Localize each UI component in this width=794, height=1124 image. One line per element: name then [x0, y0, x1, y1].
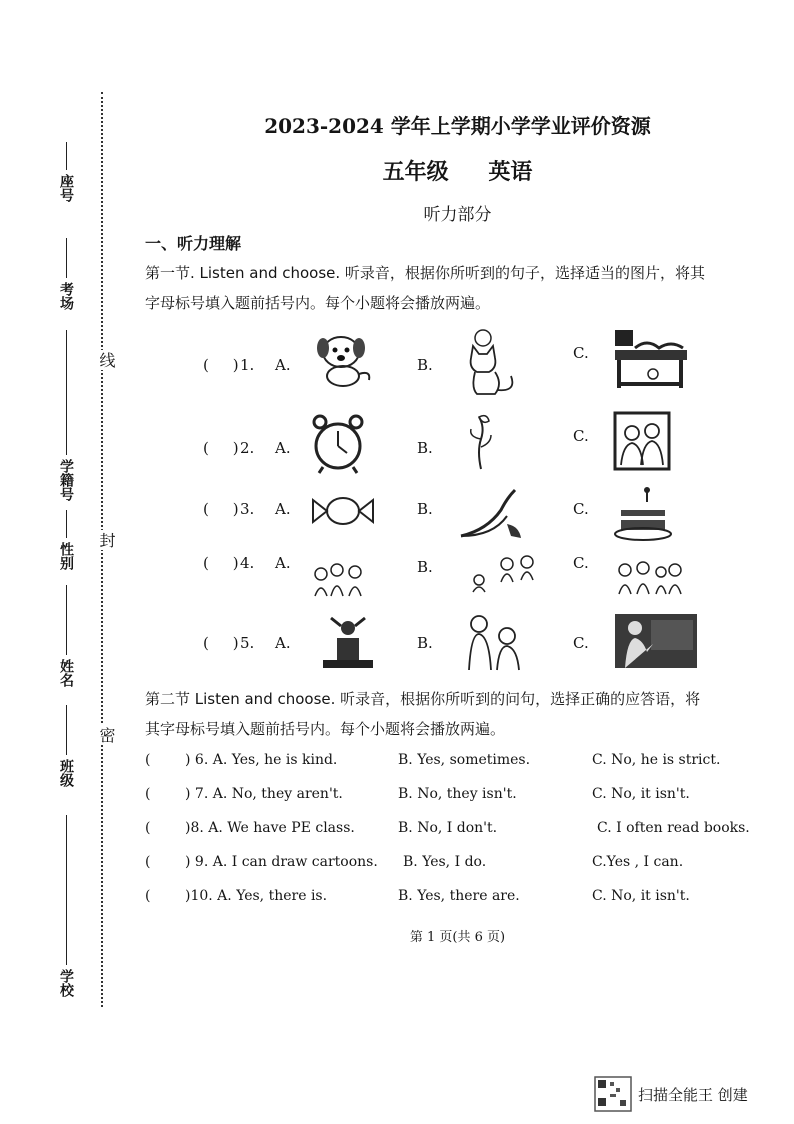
- family-group-picture: [613, 558, 685, 598]
- field-seat[interactable]: [46, 142, 86, 202]
- option-c: C. No, he is strict.: [592, 752, 721, 768]
- field-class-label: 班级: [58, 759, 74, 787]
- option-c: C. No, it isn't.: [592, 888, 690, 904]
- flower-picture: [461, 411, 501, 471]
- classroom-picture: [613, 328, 689, 390]
- page-title: 2023-2024 学年上学期小学学业评价资源: [264, 114, 651, 138]
- scanner-watermark: [594, 1076, 748, 1112]
- field-exam-room[interactable]: [46, 238, 86, 310]
- question-row: [145, 848, 770, 882]
- section2-instruction: 第二节 Listen and choose. 听录音，根据你所听到的问句，选择正确的应答语，将 其字母标号填入题前括号内。每个小题将会播放两遍。: [145, 690, 701, 738]
- field-school-label: 学校: [58, 969, 74, 997]
- cut-word-line: 线: [97, 352, 116, 368]
- cake-picture: [613, 486, 673, 542]
- cut-word-secret: 密: [97, 727, 116, 743]
- option-c: C. I often read books.: [597, 820, 750, 836]
- field-gender-label: 性别: [58, 542, 74, 570]
- section-heading: 一、听力理解: [145, 234, 242, 253]
- alarm-clock-picture: [311, 413, 365, 475]
- kids-playing-picture: [471, 554, 547, 594]
- option-a: )8. A. We have PE class.: [185, 820, 355, 836]
- option-a: ) 6. A. Yes, he is kind.: [185, 752, 338, 768]
- dog-picture: [311, 330, 377, 390]
- question-row: [145, 746, 770, 780]
- teacher-blackboard-picture: [613, 612, 699, 670]
- picture-question-3: ( ) 3. A. B. C.: [145, 486, 770, 548]
- cut-word-seal: 封: [97, 532, 116, 548]
- option-a: ) 9. A. I can draw cartoons.: [185, 854, 378, 870]
- page-subtitle: 五年级 英语: [382, 159, 533, 185]
- section1-instruction: 第一节. Listen and choose. 听录音，根据你所听到的句子，选择适当的图片，将其 字母标号填入题前括号内。每个小题将会播放两遍。: [145, 264, 705, 312]
- question-list: [145, 746, 770, 916]
- picture-question-1: ( ) 1. A. B. C.: [145, 328, 770, 403]
- option-c: C. No, it isn't.: [592, 786, 690, 802]
- watermark-text: 扫描全能王 创建: [638, 1085, 748, 1104]
- field-gender[interactable]: [46, 510, 86, 570]
- field-student-id[interactable]: [46, 330, 86, 501]
- picture-question-2: ( ) 2. A. B. C.: [145, 411, 770, 486]
- answer-bracket[interactable]: (: [145, 820, 151, 836]
- exam-page: [145, 110, 770, 945]
- binding-margin: [0, 0, 125, 1124]
- field-class[interactable]: [46, 705, 86, 787]
- field-school[interactable]: [46, 815, 86, 997]
- option-b: B. No, they isn't.: [398, 786, 517, 802]
- answer-bracket[interactable]: (: [145, 786, 151, 802]
- pepper-picture: [457, 486, 527, 542]
- part-title: 听力部分: [423, 205, 492, 225]
- option-b: B. Yes, sometimes.: [398, 752, 531, 768]
- answer-bracket[interactable]: ( ): [203, 356, 239, 374]
- family-photo-picture: [613, 411, 671, 473]
- option-b: B. No, I don't.: [398, 820, 498, 836]
- answer-bracket[interactable]: (: [145, 752, 151, 768]
- cat-picture: [461, 328, 527, 398]
- answer-bracket[interactable]: ( ): [203, 634, 239, 652]
- option-a: ) 7. A. No, they aren't.: [185, 786, 343, 802]
- picture-question-5: ( ) 5. A. B. C.: [145, 612, 770, 680]
- two-kids-picture: [461, 614, 531, 672]
- page-number: 第 1 页(共 6 页): [409, 930, 506, 945]
- qr-logo-icon: [594, 1076, 632, 1112]
- answer-bracket[interactable]: (: [145, 854, 151, 870]
- question-row: [145, 814, 770, 848]
- field-exam-room-label: 考场: [58, 282, 74, 310]
- field-student-id-label: 学籍号: [58, 459, 74, 501]
- question-row: [145, 882, 770, 916]
- option-b: B. Yes, there are.: [398, 888, 520, 904]
- question-row: [145, 780, 770, 814]
- picture-question-4: ( ) 4. A. B. C.: [145, 548, 770, 612]
- answer-bracket[interactable]: ( ): [203, 439, 239, 457]
- field-name[interactable]: [46, 585, 86, 687]
- answer-bracket[interactable]: ( ): [203, 554, 239, 572]
- field-seat-label: 座号: [58, 174, 74, 202]
- option-a: )10. A. Yes, there is.: [185, 888, 328, 904]
- candy-picture: [311, 494, 375, 528]
- field-name-label: 姓名: [58, 659, 74, 687]
- answer-bracket[interactable]: ( ): [203, 500, 239, 518]
- option-c: C.Yes , I can.: [592, 854, 684, 870]
- option-b: B. Yes, I do.: [403, 854, 487, 870]
- answer-bracket[interactable]: (: [145, 888, 151, 904]
- exercise-picture: [319, 616, 377, 672]
- group-picture: [311, 562, 371, 598]
